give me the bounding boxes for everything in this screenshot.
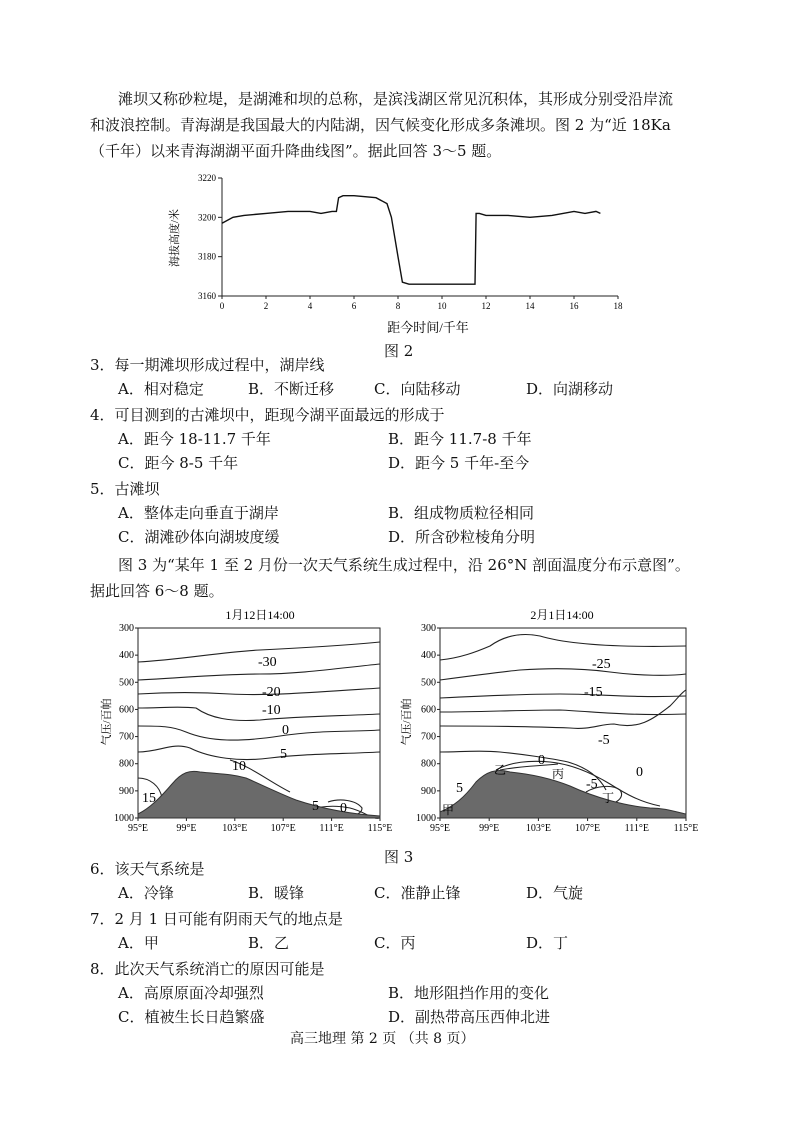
x-tick-label: 12 <box>481 301 491 311</box>
question-stem: 6．该天气系统是 <box>90 860 205 878</box>
lake-level-line <box>222 196 600 285</box>
y-tick-label: 600 <box>421 704 436 716</box>
isotherm-label: -30 <box>258 655 277 670</box>
y-tick-label: 700 <box>421 731 436 743</box>
intro-line-3: （千年）以来青海湖湖平面升降曲线图”。据此回答 3～5 题。 <box>90 142 502 160</box>
x-tick-label: 4 <box>307 301 313 311</box>
answer-option[interactable]: B．地形阻挡作用的变化 <box>388 984 550 1002</box>
y-tick-label: 600 <box>119 704 134 716</box>
y-tick-label: 1000 <box>114 813 134 824</box>
answer-option[interactable]: D．向湖移动 <box>526 380 614 398</box>
figure-3-right-ylabel: 气压/百帕 <box>401 698 413 746</box>
y-tick-label: 300 <box>421 623 436 634</box>
isotherm-label: 5 <box>312 799 319 814</box>
answer-option[interactable]: B．不断迁移 <box>248 380 335 398</box>
figure-3-caption: 图 3 <box>384 848 414 866</box>
x-tick-label: 103°E <box>525 823 551 834</box>
x-tick-label: 103°E <box>222 823 248 834</box>
y-tick-label: 900 <box>421 785 436 797</box>
isotherm-label: 0 <box>282 723 289 738</box>
question-stem: 8．此次天气系统消亡的原因可能是 <box>90 960 325 978</box>
figure-3-left-title: 1月12日14:00 <box>225 608 295 622</box>
x-tick-label: 18 <box>613 301 623 311</box>
isotherm-label: -15 <box>584 685 603 700</box>
x-tick-label: 14 <box>525 301 535 311</box>
question-stem: 7．2 月 1 日可能有阴雨天气的地点是 <box>90 910 343 928</box>
figure-2-ylabel: 海拔高度/米 <box>169 208 181 268</box>
x-tick-label: 95°E <box>429 823 451 834</box>
answer-option[interactable]: C．丙 <box>374 934 416 952</box>
figure-3-left-ylabel: 气压/百帕 <box>101 698 113 746</box>
figure-2-lake-level-chart <box>160 168 640 368</box>
intro-line-2: 和波浪控制。青海湖是我国最大的内陆湖，因气候变化形成多条滩坝。图 2 为“近 18Ka <box>90 116 671 134</box>
figure-3-right-title: 2月1日14:00 <box>530 608 594 622</box>
x-tick-label: 0 <box>219 301 225 311</box>
x-tick-label: 6 <box>351 301 357 311</box>
answer-option[interactable]: D．气旋 <box>526 884 584 902</box>
x-tick-label: 95°E <box>127 823 149 834</box>
y-tick-label: 800 <box>421 758 436 770</box>
intro2-line-1: 图 3 为“某年 1 至 2 月份一次天气系统生成过程中，沿 26°N 剖面温度分布示意图”。 <box>118 556 690 574</box>
y-tick-label: 500 <box>119 677 134 689</box>
isotherm-label: 5 <box>280 747 287 762</box>
answer-option[interactable]: B．组成物质粒径相同 <box>388 504 535 522</box>
y-tick-label: 500 <box>421 677 436 689</box>
isotherm-label: 0 <box>636 765 643 780</box>
answer-option[interactable]: A．冷锋 <box>118 884 174 902</box>
isotherm-label: 0 <box>538 753 545 768</box>
question-stem: 3．每一期滩坝形成过程中，湖岸线 <box>90 356 325 374</box>
answer-option[interactable]: D．距今 5 千年-至今 <box>388 454 530 472</box>
isotherm-label: -5 <box>586 777 598 792</box>
intro-line-1: 滩坝又称砂粒堤，是湖滩和坝的总称，是滨浅湖区常见沉积体，其形成分别受沿岸流 <box>118 90 674 108</box>
answer-option[interactable]: C．距今 8-5 千年 <box>118 454 239 472</box>
isotherm-label: -5 <box>598 733 610 748</box>
answer-option[interactable]: D．丁 <box>526 934 569 952</box>
x-tick-label: 111°E <box>624 823 649 834</box>
y-tick-label: 1000 <box>416 813 436 824</box>
answer-option[interactable]: B．距今 11.7-8 千年 <box>388 430 532 448</box>
x-tick-label: 99°E <box>176 823 197 834</box>
y-tick-label: 3220 <box>198 173 216 183</box>
x-tick-label: 2 <box>263 301 269 311</box>
page-footer: 高三地理 第 2 页 （共 8 页） <box>290 1031 475 1047</box>
figure-2-xlabel: 距今时间/千年 <box>387 320 469 335</box>
question-stem: 5．古滩坝 <box>90 480 160 498</box>
y-tick-label: 3180 <box>198 251 216 262</box>
answer-option[interactable]: C．植被生长日趋繁盛 <box>118 1008 265 1026</box>
isotherm-label: 10 <box>232 759 246 774</box>
figure-2-caption: 图 2 <box>384 342 414 360</box>
point-label-bing: 丙 <box>552 767 565 781</box>
y-tick-label: 800 <box>119 758 134 770</box>
answer-option[interactable]: A．高原原面冷却强烈 <box>118 984 264 1002</box>
answer-option[interactable]: A．甲 <box>118 934 159 952</box>
question-stem: 4．可目测到的古滩坝中，距现今湖平面最远的形成于 <box>90 406 445 424</box>
point-label-ding: 丁 <box>602 791 615 805</box>
isotherm-label: -20 <box>262 685 281 700</box>
x-tick-label: 16 <box>569 301 579 311</box>
x-tick-label: 111°E <box>319 823 344 834</box>
figure-3-right-panel <box>400 602 720 842</box>
answer-option[interactable]: C．向陆移动 <box>374 380 461 398</box>
y-tick-label: 300 <box>119 623 134 634</box>
point-label-jia: 甲 <box>442 803 455 817</box>
x-tick-label: 99°E <box>479 823 500 834</box>
x-tick-label: 10 <box>437 301 447 311</box>
y-tick-label: 3160 <box>198 291 216 301</box>
answer-option[interactable]: A．相对稳定 <box>118 380 204 398</box>
y-tick-label: 900 <box>119 785 134 797</box>
isotherm-label: 0 <box>340 801 347 816</box>
y-tick-label: 400 <box>421 650 436 662</box>
answer-option[interactable]: A．整体走向垂直于湖岸 <box>118 504 279 522</box>
point-label-yi: 乙 <box>494 763 507 777</box>
answer-option[interactable]: D．所含砂粒棱角分明 <box>388 528 536 546</box>
isotherm-label: -10 <box>262 703 281 718</box>
intro2-line-2: 据此回答 6～8 题。 <box>90 582 224 600</box>
x-tick-label: 107°E <box>575 823 601 834</box>
x-tick-label: 115°E <box>673 823 699 834</box>
isotherm-label: 15 <box>142 791 156 806</box>
answer-option[interactable]: B．暖锋 <box>248 884 305 902</box>
answer-option[interactable]: C．湖滩砂体向湖坡度缓 <box>118 528 280 546</box>
answer-option[interactable]: B．乙 <box>248 934 290 952</box>
x-tick-label: 107°E <box>270 823 296 834</box>
answer-option[interactable]: C．准静止锋 <box>374 884 461 902</box>
x-tick-label: 115°E <box>367 823 393 834</box>
figure-3-left-panel <box>100 602 410 842</box>
answer-option[interactable]: A．距今 18-11.7 千年 <box>118 430 271 448</box>
isotherm-label: -25 <box>592 657 611 672</box>
y-tick-label: 3200 <box>198 212 216 223</box>
x-tick-label: 8 <box>395 301 401 311</box>
y-tick-label: 400 <box>119 650 134 662</box>
answer-option[interactable]: D．副热带高压西伸北进 <box>388 1008 551 1026</box>
y-tick-label: 700 <box>119 731 134 743</box>
isotherm-label: 5 <box>456 781 463 796</box>
